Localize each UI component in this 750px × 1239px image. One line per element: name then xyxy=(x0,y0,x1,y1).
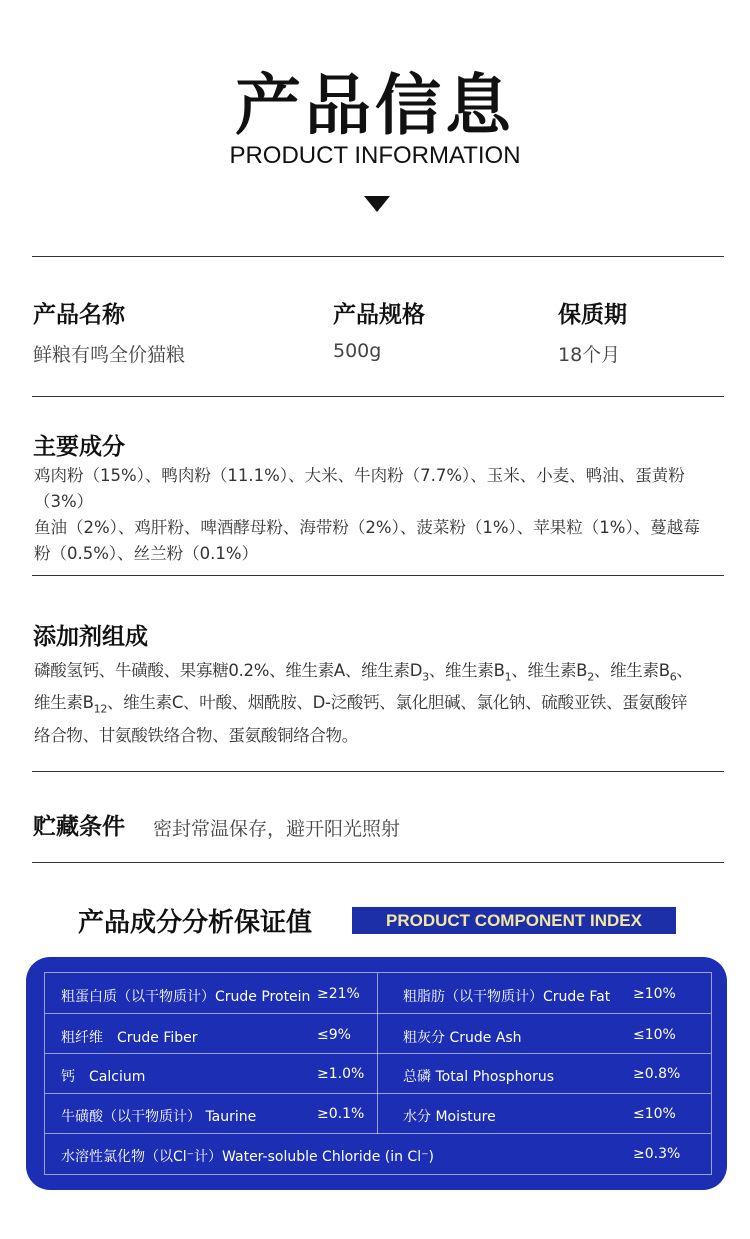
table-cell-name: 水分 Moisture xyxy=(403,1109,496,1125)
table-row-divider xyxy=(45,1093,711,1094)
storage-label: 贮藏条件 xyxy=(33,814,125,840)
table-cell-value: ≤10% xyxy=(633,1106,676,1122)
ingredients-line: 鱼油（2%）、鸡肝粉、啤酒酵母粉、海带粉（2%）、菠菜粉（1%）、苹果粒（1%）、蔓越莓 xyxy=(34,518,700,537)
table-cell-name: 粗蛋白质（以干物质计）Crude Protein xyxy=(61,989,311,1005)
ingredients-line: 粉（0.5%）、丝兰粉（0.1%） xyxy=(34,544,259,563)
table-cell-name: 钙 Calcium xyxy=(61,1069,146,1085)
product-spec-value: 500g xyxy=(333,340,382,362)
table-cell-value: ≤9% xyxy=(317,1027,351,1043)
additives-line: 络合物、甘氨酸铁络合物、蛋氨酸铜络合物。 xyxy=(34,725,359,745)
ingredients-line: 鸡肉粉（15%）、鸭肉粉（11.1%）、大米、牛肉粉（7.7%）、玉米、小麦、鸭油、蛋黄粉（3%） xyxy=(34,466,685,511)
table-cell-value: ≥21% xyxy=(317,986,360,1002)
table-cell-name: 总磷 Total Phosphorus xyxy=(403,1069,555,1085)
table-cell-name: 粗纤维 Crude Fiber xyxy=(61,1030,198,1046)
down-arrow-icon xyxy=(364,196,390,212)
product-spec-label: 产品规格 xyxy=(333,302,425,328)
additives-text xyxy=(34,658,724,749)
component-index-panel xyxy=(26,957,727,1190)
additives-label: 添加剂组成 xyxy=(33,624,148,650)
divider xyxy=(32,396,724,397)
ingredients-text xyxy=(34,463,724,567)
storage-value: 密封常温保存，避开阳光照射 xyxy=(153,818,401,840)
additives-line: 维生素$B_{12}$、维生素C、叶酸、烟酰胺、D-泛酸钙、氯化胆碱、氯化钠、硫酸亚铁、蛋氨酸锌 xyxy=(34,693,688,716)
divider xyxy=(32,862,724,863)
shelf-life-value: 18个月 xyxy=(558,344,621,366)
table-cell-value: ≥0.8% xyxy=(633,1066,681,1082)
table-cell-name: 粗灰分 Crude Ash xyxy=(403,1030,522,1046)
component-index-title: 产品成分分析保证值 xyxy=(78,908,313,938)
divider xyxy=(32,575,724,576)
table-row-divider xyxy=(45,1133,711,1134)
product-name-label: 产品名称 xyxy=(33,302,125,328)
ingredients-label: 主要成分 xyxy=(33,434,125,460)
component-table xyxy=(44,972,712,1175)
product-name-value: 鲜粮有鸣全价猫粮 xyxy=(33,344,186,366)
page-title: 产品信息 xyxy=(235,67,515,144)
page-subtitle: PRODUCT INFORMATION xyxy=(229,142,521,169)
table-cell-value: ≥10% xyxy=(633,986,676,1002)
shelf-life-label: 保质期 xyxy=(558,302,627,328)
component-index-tag: PRODUCT COMPONENT INDEX xyxy=(352,907,676,934)
divider xyxy=(32,256,724,257)
table-cell-value: ≥0.3% xyxy=(633,1146,681,1162)
table-cell-value: ≤10% xyxy=(633,1027,676,1043)
table-cell-name: 水溶性氯化物（以Cl⁻计）Water-soluble Chloride (in Cl⁻) xyxy=(61,1149,434,1165)
additives-line: 磷酸氢钙、牛磺酸、果寡糖0.2%、维生素A、维生素$D_3$、维生素$B_1$、维生素$B_2$、维生素$B_6$、 xyxy=(34,661,693,684)
table-row-divider xyxy=(45,1053,711,1054)
table-row-divider xyxy=(45,1013,711,1014)
table-cell-value: ≥1.0% xyxy=(317,1066,365,1082)
table-cell-name: 粗脂肪（以干物质计）Crude Fat xyxy=(403,989,611,1005)
divider xyxy=(32,771,724,772)
table-cell-value: ≥0.1% xyxy=(317,1106,365,1122)
table-cell-name: 牛磺酸（以干物质计） Taurine xyxy=(61,1109,257,1125)
